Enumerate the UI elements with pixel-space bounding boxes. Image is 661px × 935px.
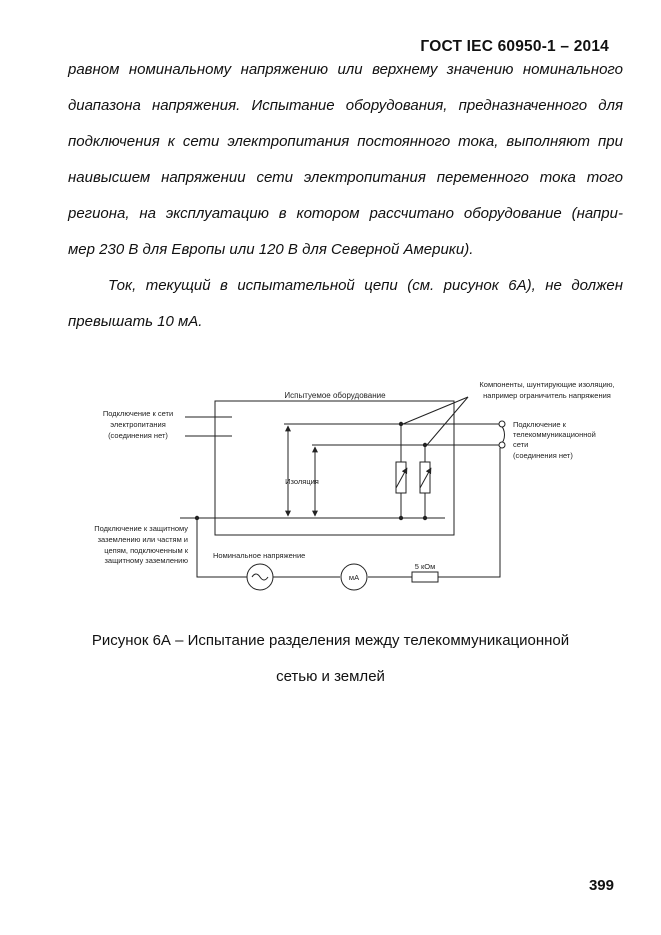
text-line: диапазона напряжения. Испытание оборудования, предназначенного для [68,97,623,114]
voltage-label: Номинальное напряжение [213,551,306,560]
telecom-label-line: (соединения нет) [513,451,573,460]
paragraph-test-voltage [68,60,623,276]
ac-source-symbol [252,574,268,580]
text-line: Ток, текущий в испытательной цепи (см. рисунок 6А), не должен [108,277,623,294]
paragraph-test-current [68,276,623,348]
figure-6a-circuit-diagram [0,370,661,605]
telecom-terminal-2 [499,442,505,448]
telecom-label-line: сети [513,440,529,449]
leader-line-2 [427,397,468,445]
components-label-line: например ограничитель напряжения [483,391,611,400]
component-1-arrow [396,468,407,488]
mains-label-line: электропитания [110,420,166,429]
junction-dot [423,516,427,520]
document-header: ГОСТ IEC 60950-1 – 2014 [420,38,609,55]
telecom-label-line: телекоммуникационной [513,430,596,439]
telecom-label-line: Подключение к [513,420,566,429]
mains-label-line: Подключение к сети [102,409,174,418]
test-lead-left [197,518,247,577]
earth-label-line: заземлению или частям и [97,535,188,544]
page-number: 399 [588,877,614,894]
insulation-label: Изоляция [285,477,319,486]
eut-label: Испытуемое оборудование [284,391,386,400]
components-label-line: Компоненты, шунтирующие изоляцию, [479,380,615,389]
junction-dot [399,516,403,520]
text-line: региона, на эксплуатацию в котором рассчитано оборудование (напри- [68,205,623,222]
text-line: наивысшем напряжении сети электропитания переменного тока того [68,169,623,186]
text-line: равном номинальному напряжению или верхнему значению номинального [68,61,623,78]
equipment-under-test-box [215,401,454,535]
test-lead-right [438,448,500,577]
component-2-arrow [420,468,431,488]
telecom-terminal-1 [499,421,505,427]
text-line: подключения к сети электропитания постоянного тока, выполняют при [68,133,623,150]
text-line: превышать 10 мА. [68,313,203,330]
junction-dot [195,516,199,520]
figure-caption-line-1: Рисунок 6А – Испытание разделения между телекоммуникационной [91,632,570,649]
text-line: мер 230 В для Европы или 120 В для Северной Америки). [68,241,474,258]
earth-label-line: защитному заземлению [104,556,188,565]
resistor-5kohm [412,572,438,582]
earth-label-line: цепям, подключенным к [104,546,188,555]
component-1 [396,462,406,493]
junction-dot [423,443,427,447]
junction-dot [399,422,403,426]
earth-label-line: Подключение к защитному [94,524,188,533]
mains-label-line: (соединения нет) [108,431,168,440]
figure-caption-line-2: сетью и землей [276,668,385,685]
component-2 [420,462,430,493]
ammeter-label: мА [348,573,360,582]
resistor-label: 5 кОм [414,562,436,571]
